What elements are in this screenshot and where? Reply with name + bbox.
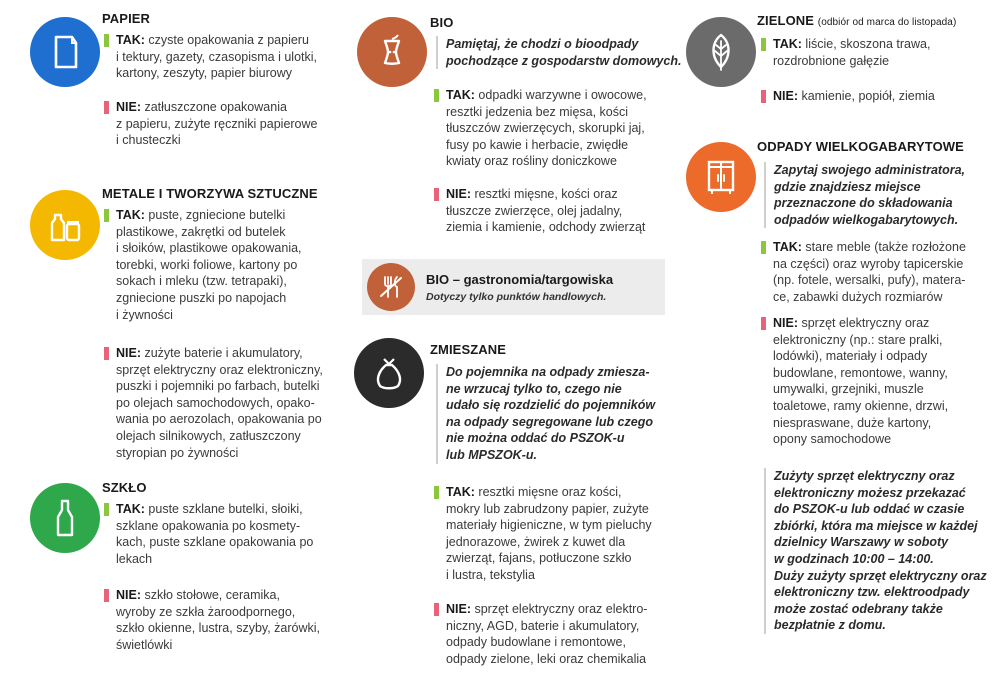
tak-marker — [434, 486, 439, 499]
list-text: lekach — [116, 551, 153, 566]
list-line — [773, 348, 948, 365]
list-line — [446, 618, 647, 635]
list-line — [446, 501, 652, 518]
gastro-subtitle: Dotyczy tylko punktów handlowych. — [426, 291, 607, 303]
szklo-title: SZKŁO — [102, 480, 147, 495]
list-text: umywalki, grzejniki, muszle — [773, 382, 924, 397]
glass-bottle-icon — [42, 495, 88, 541]
list-line — [773, 381, 948, 398]
list-text: szklane opakowania po kosmety- — [116, 518, 301, 533]
list-text: niczny, AGD, baterie i akumulatory, — [446, 618, 640, 633]
list-line — [116, 445, 323, 462]
nie-marker — [104, 347, 109, 360]
list-line — [116, 307, 302, 324]
note-line: Pamiętaj, że chodzi o bioodpady — [446, 37, 639, 51]
list-text: sprzęt elektryczny oraz — [798, 316, 930, 330]
list-line — [116, 99, 318, 116]
list-text: opony samochodowe — [773, 432, 892, 447]
list-line — [773, 332, 948, 349]
tak-marker — [434, 89, 439, 102]
tak-marker — [104, 209, 109, 222]
list-text: styropian po żywności — [116, 445, 239, 460]
list-text: toaletowe, ramy okienne, drzwi, — [773, 398, 949, 413]
bottle-can-icon — [42, 202, 88, 248]
list-line — [446, 601, 647, 618]
bio-title: BIO — [430, 15, 454, 30]
list-text: jednorazowe, żwirek z kuwet dla — [446, 534, 626, 549]
list-line — [116, 49, 317, 66]
list-line — [116, 290, 302, 307]
zmieszane-tak-block — [446, 484, 652, 584]
list-line — [446, 651, 647, 668]
zmieszane-title: ZMIESZANE — [430, 342, 507, 357]
zielone-title-main: ZIELONE — [757, 13, 815, 28]
list-line — [116, 116, 318, 133]
list-line — [773, 415, 948, 432]
metale-title: METALE I TWORZYWA SZTUCZNE — [102, 186, 318, 201]
list-line — [116, 345, 323, 362]
szklo-nie-block — [116, 587, 320, 653]
list-text: kwiaty oraz rośliny doniczkowe — [446, 154, 617, 169]
list-label: NIE: — [116, 588, 141, 602]
apple-core-icon — [369, 29, 415, 75]
zmieszane-nie-block — [446, 601, 647, 667]
list-text: po olejach samochodowych, opako- — [116, 395, 315, 410]
list-line — [116, 411, 323, 428]
nie-marker — [104, 589, 109, 602]
bio-gastro-banner — [362, 259, 665, 315]
list-line — [116, 32, 317, 49]
wielko-nie-block — [773, 315, 948, 448]
note-line: dzielnicy Warszawy w soboty — [774, 535, 949, 550]
papier-icon-circle — [30, 17, 100, 87]
list-label: NIE: — [116, 100, 141, 114]
gastro-icon-circle — [367, 263, 415, 311]
list-line — [116, 620, 320, 637]
nie-marker — [761, 90, 766, 103]
list-text: resztki mięsne oraz kości, — [474, 485, 622, 499]
list-line — [116, 273, 302, 290]
zielone-tak-block — [773, 36, 930, 69]
list-text: elektroniczny (np.: stare pralki, — [773, 332, 943, 347]
list-line — [116, 362, 323, 379]
list-line — [446, 567, 652, 584]
list-line — [446, 203, 645, 220]
list-text: tłuszcze zwierzęce, olej jadalny, — [446, 203, 623, 218]
list-line — [773, 272, 966, 289]
metale-tak-block — [116, 207, 302, 323]
list-line — [116, 587, 320, 604]
list-text: plastikowe, zakrętki od butelek — [116, 224, 286, 239]
wardrobe-icon — [698, 154, 744, 200]
zielone-title-note: (odbiór od marca do listopada) — [817, 17, 957, 28]
wielko-tak-block — [773, 239, 966, 305]
list-line — [773, 289, 966, 306]
list-line — [773, 88, 935, 105]
list-text: na części) oraz wyroby tapicerskie — [773, 256, 964, 271]
tak-marker — [761, 241, 766, 254]
bio-note — [436, 36, 681, 69]
list-text: liście, skoszona trawa, — [801, 37, 931, 51]
papier-title: PAPIER — [102, 11, 151, 26]
list-line — [446, 137, 647, 154]
list-line — [116, 207, 302, 224]
list-line — [446, 634, 647, 651]
note-line: odpadów wielkogabarytowych. — [774, 212, 959, 227]
list-text: olejach silnikowych, zatłuszczony — [116, 428, 301, 443]
list-line — [446, 517, 652, 534]
note-line: gdzie znajdziesz miejsce — [774, 179, 921, 194]
paper-icon — [42, 29, 88, 75]
list-text: fusy po kawie i herbacie, zwiędłe — [446, 137, 629, 152]
list-line — [116, 224, 302, 241]
note-line: nie można oddać do PSZOK-u — [446, 431, 625, 446]
zmieszane-icon-circle — [354, 338, 424, 408]
list-line — [446, 120, 647, 137]
nie-marker — [434, 188, 439, 201]
list-text: (np. fotele, wersalki, pufy), matera- — [773, 273, 966, 288]
list-text: i żywności — [116, 307, 173, 322]
list-line — [116, 395, 323, 412]
list-line — [773, 53, 930, 70]
list-line — [116, 604, 320, 621]
list-line — [116, 501, 313, 518]
list-line — [446, 104, 647, 121]
list-text: świetlówki — [116, 637, 173, 652]
list-line — [116, 65, 317, 82]
list-label: NIE: — [116, 346, 141, 360]
list-text: kach, puste szklane opakowania po — [116, 535, 314, 550]
list-text: ce, zabawki dużych rozmiarów — [773, 289, 943, 304]
list-label: TAK: — [773, 240, 802, 254]
note-line: elektroniczny tzw. elektroodpady — [774, 585, 970, 600]
papier-nie-block — [116, 99, 318, 149]
list-text: i lustra, tekstylia — [446, 567, 535, 582]
metale-icon-circle — [30, 190, 100, 260]
nie-marker — [434, 603, 439, 616]
note-line: do PSZOK-u lub oddać w czasie — [774, 502, 965, 517]
list-text: sprzęt elektryczny oraz elektro- — [471, 602, 648, 616]
wielko-icon-circle — [686, 142, 756, 212]
list-text: rozdrobnione gałęzie — [773, 53, 890, 68]
list-label: TAK: — [446, 485, 475, 499]
bio-icon-circle — [357, 17, 427, 87]
list-line — [773, 365, 948, 382]
list-text: z papieru, zużyte ręczniki papierowe — [116, 116, 318, 131]
trash-bag-icon — [366, 350, 412, 396]
list-line — [773, 315, 948, 332]
wielko-note-electro — [764, 468, 987, 634]
list-line — [116, 637, 320, 654]
list-text: zatłuszczone opakowania — [141, 100, 287, 114]
list-line — [116, 378, 323, 395]
list-label: NIE: — [446, 602, 471, 616]
list-text: sprzęt elektryczny oraz elektroniczny, — [116, 362, 323, 377]
list-text: szkło stołowe, ceramika, — [141, 588, 280, 602]
list-label: NIE: — [773, 316, 798, 330]
list-label: NIE: — [446, 187, 471, 201]
list-line — [116, 428, 323, 445]
list-text: niespraswane, duże kartony, — [773, 415, 932, 430]
note-line: bezpłatnie z domu. — [774, 618, 886, 633]
note-line: przeznaczone do składowania — [774, 196, 953, 211]
tak-marker — [761, 38, 766, 51]
list-text: kamienie, popiół, ziemia — [798, 89, 935, 103]
list-text: sokach i mleku (tzw. tetrapaki), — [116, 274, 287, 289]
note-line: zbiórki, która ma miejsce w każdej — [774, 518, 978, 533]
list-text: resztki jedzenia bez mięsa, kości — [446, 104, 629, 119]
note-line: Zużyty sprzęt elektryczny oraz — [774, 469, 955, 483]
list-line — [116, 240, 302, 257]
note-line: w godzinach 10:00 – 14:00. — [774, 551, 934, 566]
list-text: wyroby ze szkła żaroodpornego, — [116, 604, 296, 619]
list-text: puste szklane butelki, słoiki, — [144, 502, 303, 516]
list-text: wania po aerozolach, opakowania po — [116, 412, 322, 427]
list-text: czyste opakowania z papieru — [144, 33, 309, 47]
note-line: Zapytaj swojego administratora, — [774, 163, 966, 177]
list-line — [446, 534, 652, 551]
list-text: i chusteczki — [116, 133, 181, 148]
list-text: szkło okienne, lustra, szyby, żarówki, — [116, 621, 321, 636]
metale-nie-block — [116, 345, 323, 461]
list-label: TAK: — [116, 502, 145, 516]
list-line — [446, 219, 645, 236]
list-text: odpadki warzywne i owocowe, — [474, 88, 647, 102]
list-text: ziemia i kamienie, odchody zwierząt — [446, 220, 646, 235]
cutlery-icon — [376, 272, 406, 302]
note-line: Do pojemnika na odpady zmiesza- — [446, 365, 650, 379]
list-line — [773, 256, 966, 273]
tak-marker — [104, 503, 109, 516]
list-label: TAK: — [446, 88, 475, 102]
list-text: resztki mięsne, kości oraz — [471, 187, 618, 201]
list-label: TAK: — [116, 33, 145, 47]
wielko-note — [764, 162, 965, 228]
list-label: TAK: — [773, 37, 802, 51]
note-line: elektroniczny możesz przekazać — [774, 485, 966, 500]
list-text: torebki, worki foliowe, kartony po — [116, 257, 298, 272]
list-text: puszki i pojemniki po farbach, butelki — [116, 379, 320, 394]
zielone-title — [757, 13, 956, 28]
list-text: odpady budowlane i remontowe, — [446, 635, 626, 650]
list-line — [773, 239, 966, 256]
note-line: ne wrzucaj tylko to, czego nie — [446, 381, 622, 396]
zielone-nie-block — [773, 88, 935, 105]
list-line — [116, 518, 313, 535]
list-text: stare meble (także rozłożone — [801, 240, 966, 254]
note-line: udało się rozdzielić do pojemników — [446, 398, 656, 413]
list-label: TAK: — [116, 208, 145, 222]
list-text: i tektury, gazety, czasopisma i ulotki, — [116, 49, 318, 64]
list-text: i słoików, plastikowe opakowania, — [116, 241, 302, 256]
list-text: budowlane, remontowe, wanny, — [773, 365, 948, 380]
list-text: zgniecione puszki po napojach — [116, 290, 287, 305]
note-line: pochodzące z gospodarstw domowych. — [446, 53, 682, 68]
list-text: kartony, zeszyty, papier biurowy — [116, 66, 292, 81]
bio-nie-block — [446, 186, 645, 236]
list-text: zwierząt, fajans, potłuczone szkło — [446, 551, 632, 566]
szklo-tak-block — [116, 501, 313, 567]
zmieszane-note — [436, 364, 655, 464]
gastro-title: BIO – gastronomia/targowiska — [426, 272, 614, 287]
list-text: odpady zielone, leki oraz chemikalia — [446, 651, 647, 666]
list-text: tłuszczów zwierzęcych, skorupki jaj, — [446, 121, 645, 136]
note-line: Duży zużyty sprzęt elektryczny oraz — [774, 568, 987, 583]
list-label: NIE: — [773, 89, 798, 103]
list-line — [116, 132, 318, 149]
bio-tak-block — [446, 87, 647, 170]
list-line — [116, 534, 313, 551]
list-line — [446, 153, 647, 170]
note-line: na odpady segregowane lub czego — [446, 414, 653, 429]
list-text: materiały higieniczne, w tym pieluchy — [446, 518, 652, 533]
leaf-icon — [698, 29, 744, 75]
list-line — [446, 550, 652, 567]
list-text: mokry lub zabrudzony papier, zużyte — [446, 501, 649, 516]
note-line: może zostać odebrany także — [774, 601, 943, 616]
papier-tak-block — [116, 32, 317, 82]
zielone-icon-circle — [686, 17, 756, 87]
tak-marker — [104, 34, 109, 47]
list-text: lodówki), materiały i odpady — [773, 349, 928, 364]
note-line: lub MPSZOK-u. — [446, 447, 537, 462]
list-text: zużyte baterie i akumulatory, — [141, 346, 303, 360]
list-line — [773, 431, 948, 448]
szklo-icon-circle — [30, 483, 100, 553]
list-line — [116, 551, 313, 568]
wielko-title: ODPADY WIELKOGABARYTOWE — [757, 139, 964, 154]
list-line — [446, 484, 652, 501]
list-line — [116, 257, 302, 274]
nie-marker — [104, 101, 109, 114]
list-line — [773, 398, 948, 415]
list-line — [446, 87, 647, 104]
list-line — [773, 36, 930, 53]
nie-marker — [761, 317, 766, 330]
list-line — [446, 186, 645, 203]
list-text: puste, zgniecione butelki — [144, 208, 286, 222]
